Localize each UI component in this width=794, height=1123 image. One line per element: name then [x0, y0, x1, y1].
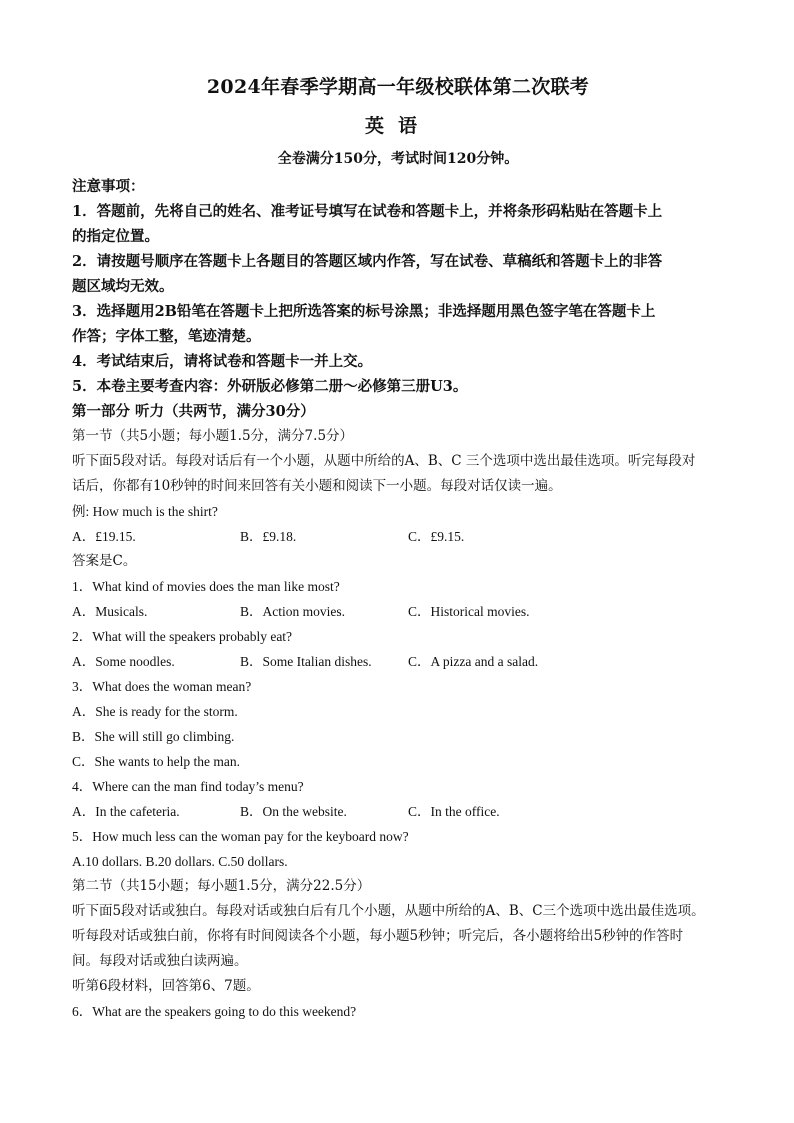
notice-item-5: 5．本卷主要考查内容：外研版必修第二册～必修第三册U3。: [72, 378, 468, 395]
material-6-note: 听第6段材料，回答第6、7题。: [72, 978, 260, 994]
section1-instructions-line-2: 话后，你都有10秒钟的时间来回答有关小题和阅读下一小题。每段对话仅读一遍。: [72, 478, 562, 494]
q5-options: A.10 dollars. B.20 dollars. C.50 dollars.: [72, 854, 288, 869]
notice-item-2-line-1: 2．请按题号顺序在答题卡上各题目的答题区域内作答，写在试卷、草稿纸和答题卡上的非答: [72, 253, 663, 270]
q1-option-c: C．Historical movies.: [408, 604, 530, 619]
question-3: 3．What does the woman mean?: [72, 679, 252, 694]
question-1: 1．What kind of movies does the man like most?: [72, 579, 340, 594]
notice-heading: 注意事项：: [72, 178, 145, 195]
q2-option-b: B．Some Italian dishes.: [240, 654, 372, 669]
exam-title: 2024年春季学期高一年级校联体第二次联考: [206, 76, 590, 98]
score-time-info: 全卷满分150分，考试时间120分钟。: [277, 151, 519, 167]
q1-option-a: A．Musicals.: [72, 604, 148, 619]
question-6: 6．What are the speakers going to do this weekend?: [72, 1004, 357, 1019]
q2-option-a: A．Some noodles.: [72, 654, 175, 669]
section1-instructions-line-1: 听下面5段对话。每段对话后有一个小题，从题中所给的A、B、C 三个选项中选出最佳选项。听完每段对: [72, 453, 696, 469]
example-option-a: A．£19.15.: [72, 529, 136, 544]
question-4: 4．Where can the man find today’s menu?: [72, 779, 304, 794]
q4-option-b: B．On the website.: [240, 804, 347, 819]
question-5: 5．How much less can the woman pay for the keyboard now?: [72, 829, 409, 844]
example-option-c: C．£9.15.: [408, 529, 465, 544]
section2-instructions-line-2: 听每段对话或独白前，你将有时间阅读各个小题，每小题5秒钟；听完后，各小题将给出5秒钟的作答时: [72, 928, 684, 944]
q1-option-b: B．Action movies.: [240, 604, 345, 619]
notice-item-4: 4．考试结束后，请将试卷和答题卡一并上交。: [72, 353, 373, 370]
exam-page: [72, 64, 724, 1024]
notice-item-2-line-2: 题区域均无效。: [72, 278, 174, 295]
question-1-options: [72, 599, 724, 624]
notice-item-3-line-2: 作答；字体工整，笔迹清楚。: [72, 328, 261, 345]
section2-instructions-line-1: 听下面5段对话或独白。每段对话或独白后有几个小题，从题中所给的A、B、C三个选项中选出最佳选项。: [72, 903, 705, 919]
example-question: 例: How much is the shirt?: [72, 504, 218, 519]
question-2-options: [72, 649, 724, 674]
example-options: [72, 524, 724, 549]
q3-option-a: A．She is ready for the storm.: [72, 704, 238, 719]
q3-option-b: B．She will still go climbing.: [72, 729, 235, 744]
question-4-options: [72, 799, 724, 824]
section1-heading: 第一节（共5小题；每小题1.5分，满分7.5分）: [72, 428, 354, 444]
notice-section: [72, 174, 724, 399]
subject-title: 英语: [364, 115, 431, 137]
notice-item-1-line-2: 的指定位置。: [72, 228, 159, 245]
question-2: 2．What will the speakers probably eat?: [72, 629, 293, 644]
example-option-b: B．£9.18.: [240, 529, 297, 544]
notice-item-3-line-1: 3．选择题用2B铅笔在答题卡上把所选答案的标号涂黑；非选择题用黑色签字笔在答题卡上: [72, 303, 656, 320]
q4-option-a: A．In the cafeteria.: [72, 804, 180, 819]
part1-heading: 第一部分 听力（共两节，满分30分）: [72, 403, 315, 420]
notice-item-1-line-1: 1．答题前，先将自己的姓名、准考证号填写在试卷和答题卡上，并将条形码粘贴在答题卡上: [72, 203, 663, 220]
example-answer: 答案是C。: [72, 553, 137, 569]
section2-instructions-line-3: 间。每段对话或独白读两遍。: [72, 953, 248, 969]
q2-option-c: C．A pizza and a salad.: [408, 654, 539, 669]
q4-option-c: C．In the office.: [408, 804, 500, 819]
section2-heading: 第二节（共15小题；每小题1.5分，满分22.5分）: [72, 878, 371, 894]
q3-option-c: C．She wants to help the man.: [72, 754, 240, 769]
